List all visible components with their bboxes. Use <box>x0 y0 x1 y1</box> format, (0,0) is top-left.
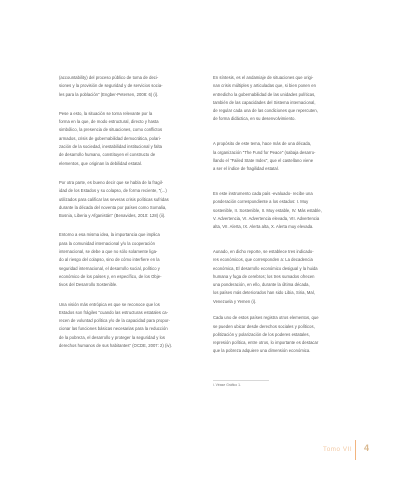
text-line: cionar las funciones básicas necesarias para la reducción <box>59 326 168 332</box>
page-number: 4 <box>364 443 370 453</box>
text-line: Una visión más entrópica es que se reconoce que los <box>59 301 160 307</box>
text-line: les para la población" (Engber-Petersen, 2008: 6) (i). <box>59 91 159 97</box>
text-line: nan crisis múltiples y articuladas que, si bien ponen en <box>213 83 316 89</box>
text-line: de forma didáctica, en su desenvolvimiento. <box>213 116 296 122</box>
text-line: elementos, que originan la debilidad estatal. <box>59 160 143 166</box>
text-line: represión política, entre otros, lo importante es destacar <box>213 340 319 346</box>
footnote-divider <box>213 380 269 381</box>
text-line: Entorno a esa misma idea, la importancia que implica <box>59 232 160 238</box>
text-line: (accountability) del proceso público de toma de deci- <box>59 75 159 80</box>
text-line: idad de los Estados y su colapso, de forma reciente, "(...) <box>59 188 167 194</box>
text-line: En síntesis, es el andamiaje de situaciones que origi- <box>213 75 314 80</box>
paragraph <box>213 74 355 124</box>
paragraph <box>213 140 355 173</box>
footnote: i. Véase Gráfico 1. <box>213 383 241 387</box>
left-text-column <box>59 74 199 350</box>
text-line: para la comunidad internacional y/o la cooperación <box>59 240 155 246</box>
right-text-column <box>213 74 355 356</box>
text-line: Aunado, en dicho reporte, se establece tres indicado- <box>213 248 314 254</box>
paragraph <box>59 74 199 99</box>
paragraph <box>59 231 199 289</box>
paragraph <box>213 248 355 306</box>
text-line: de regular cada una de las condiciones que repercuten, <box>213 108 318 114</box>
text-line: Bosnia, Liberia y Afganistán" (Benavides, 2010: 128) (ii). <box>59 213 166 219</box>
text-line: Venezuela y Yemen (i). <box>213 298 257 304</box>
text-line: utilizados para calificar las severas crisis políticas sufridas <box>59 196 169 202</box>
text-line: Estados son frágiles "cuando las estructuras estatales ca- <box>59 309 169 315</box>
text-line: sostenible, II. Sostenible, II. Muy estable, IV. Más estable, <box>213 207 322 213</box>
text-line: durante la década del noventa por países como Somalia, <box>59 204 167 210</box>
text-line: a ser el índice de fragilidad estatal. <box>213 166 279 172</box>
text-line: derechos humanos de sus habitantes" (OCDE, 2007: 2) (iv). <box>59 343 173 349</box>
paragraph <box>213 190 355 231</box>
text-line: tivos del Desarrollo Sostenible. <box>59 282 118 288</box>
paragraph <box>213 314 355 355</box>
text-line: una ponderación, en ello, durante la última década, <box>213 282 310 288</box>
text-line: armados, crisis de gobernabilidad democrática, polari- <box>59 135 162 141</box>
text-line: de la pobreza, el desarrollo y proteger la seguridad y los <box>59 334 166 340</box>
text-line: la organización "The Fund for Peace" (sabaja desarro- <box>213 149 316 155</box>
text-line: de desarrollo humano, constituyen el constructo de <box>59 152 156 158</box>
text-line: económico de los países y, en específico, de los Obje- <box>59 273 162 279</box>
text-line: politización y polarización de los poderes estatales, <box>213 331 310 337</box>
text-line: recen de voluntad política y/o de la capacidad para propor- <box>59 318 170 324</box>
text-line: entredicho la gobernabilidad de las unidades políticas, <box>213 91 316 97</box>
text-line: forma en la que, de modo estructural, directo y hasta <box>59 119 159 125</box>
text-line: se pueden ubicar desde derechos sociales y políticos, <box>213 323 315 329</box>
text-line: En este instrumento cada país -evaluado- recibe una <box>213 190 313 196</box>
text-line: seguridad internacional, el desarrollo social, político y <box>59 265 160 271</box>
text-line: V. Advertencia, VI. Advertencia elevada, VII. Advertencia <box>213 215 320 221</box>
text-line: siones y la provisión de seguridad y de servicios socia- <box>59 83 163 89</box>
paragraph <box>59 110 199 168</box>
text-line: humana y fuga de cerebros; los tres sumados ofrecen <box>213 273 315 279</box>
text-line: A propósito de este tema, hace más de una década, <box>213 141 312 147</box>
text-line: Cada uno de estos países registra otros elementos, que <box>213 315 319 321</box>
paragraph <box>59 179 199 220</box>
text-line: alta, VII. Alerta, IX. Alerta alta, X. Alerta muy elevada. <box>213 224 314 230</box>
volume-label: Tomo VII <box>323 446 353 453</box>
text-line: Por otra parte, es bueno decir que se habla de la fragil- <box>59 179 164 185</box>
text-line: simbólico, la presencia de situaciones, como conflictos <box>59 127 163 133</box>
text-line: Pese a esto, la situación se torna relevante por la <box>59 110 153 116</box>
text-line: zación de la sociedad, inestabilidad institucional y falta <box>59 144 163 150</box>
paragraph <box>59 301 199 351</box>
text-line: ponderación correspondiente a los estados: I. Muy <box>213 199 309 205</box>
text-line: los países más deteriorados han sido Libia, Siria, Mal, <box>213 290 315 296</box>
text-line: do al riesgo del colapso, sino de cómo interfiere en la <box>59 257 160 263</box>
text-line: res económicos, que corresponden a: La decadencia <box>213 257 313 263</box>
text-line: también de las capacidades del Sistema internacional, <box>213 99 316 105</box>
text-line: que la pobreza adquiere una dimensión económica. <box>213 348 311 354</box>
footer-divider <box>355 440 356 460</box>
text-line: económica, El desarrollo económico desigual y la huida <box>213 265 318 271</box>
text-line: internacional, se debe a que no sólo solamente liga- <box>59 249 158 255</box>
text-line: llando el "Failed State Index", que el castellano viene <box>213 157 314 163</box>
